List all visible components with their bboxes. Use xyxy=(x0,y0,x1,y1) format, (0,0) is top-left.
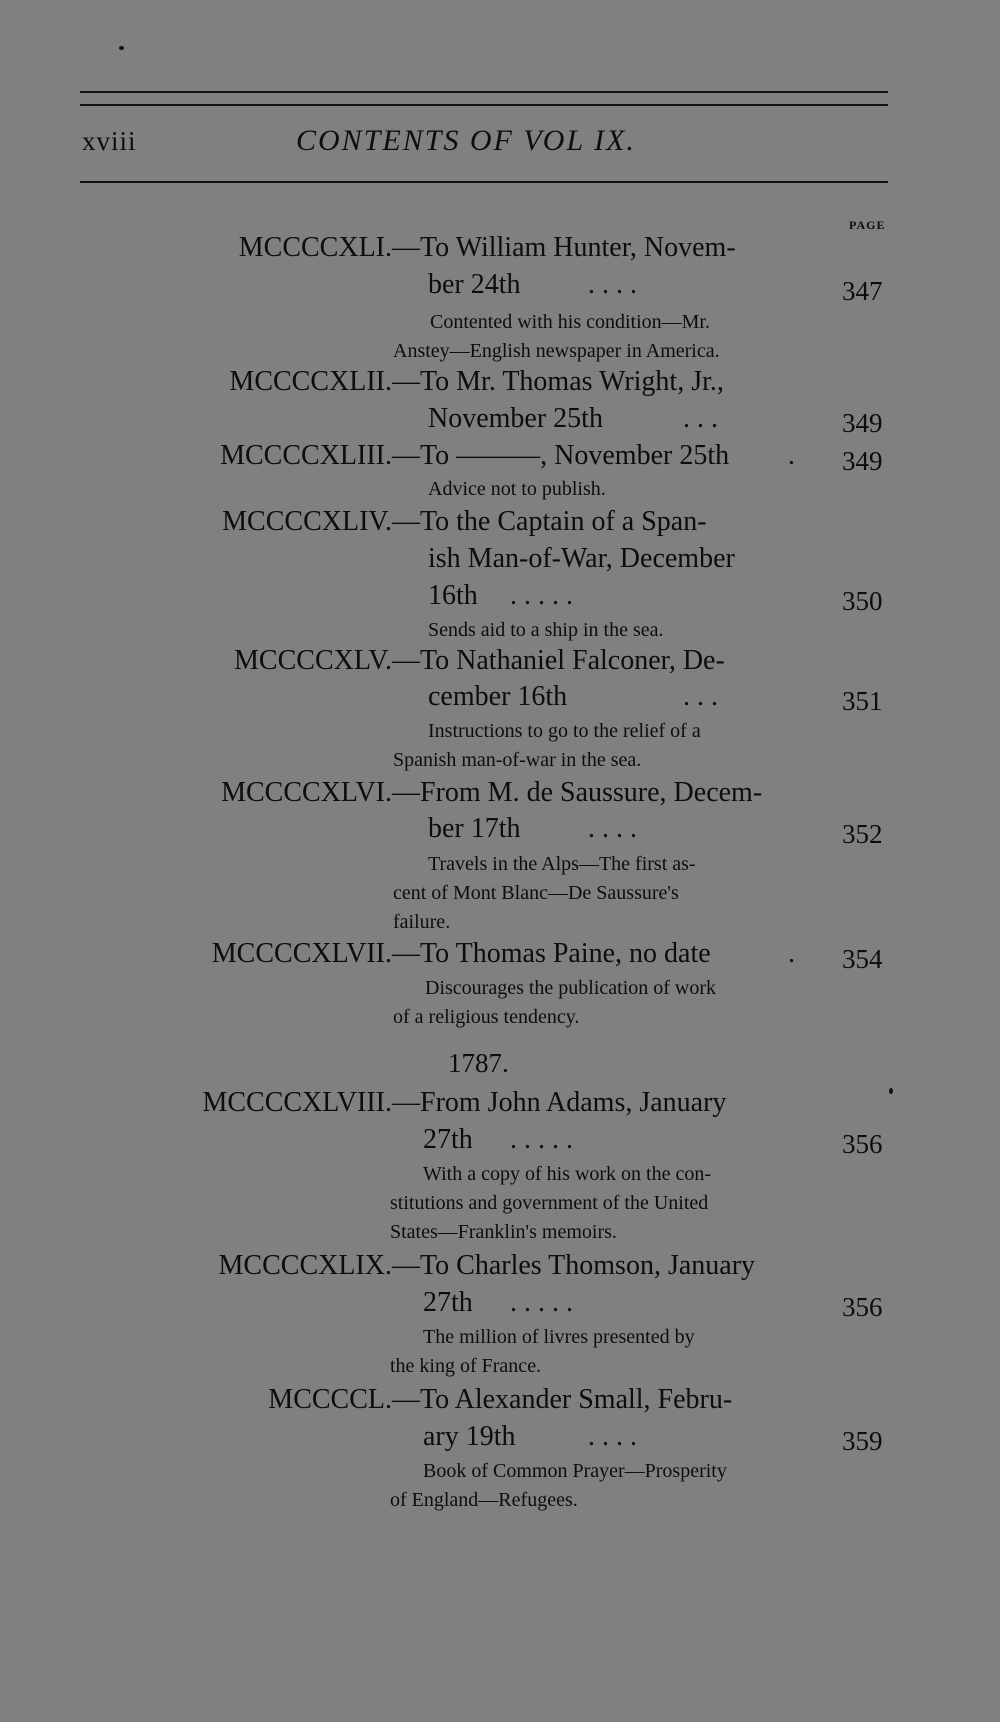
leader-dots: . . . xyxy=(683,681,718,712)
header-rule-second xyxy=(80,104,888,106)
entry-description: With a copy of his work on the con- xyxy=(423,1163,712,1185)
entry-description: Anstey—English newspaper in America. xyxy=(393,340,720,362)
page-column-label: PAGE xyxy=(849,218,886,232)
page-title: CONTENTS OF VOL IX. xyxy=(296,124,636,157)
entry-number: MCCCCXLVII. xyxy=(211,938,392,969)
entry-page: 352 xyxy=(842,819,883,849)
leader-dots: . . . . . xyxy=(510,1287,573,1318)
entry-title-line: —To ———, November 25th xyxy=(392,440,730,471)
entry-page: 356 xyxy=(842,1129,883,1159)
entry-page: 359 xyxy=(842,1426,883,1456)
entry-title-line: 27th xyxy=(423,1124,473,1155)
entry-title-line: —To the Captain of a Span- xyxy=(392,506,707,537)
entry-number: MCCCCXLV. xyxy=(234,645,392,676)
entry-number: MCCCCL. xyxy=(268,1384,392,1415)
entry-title-line: 16th xyxy=(428,580,478,611)
entry-title-line: —To Thomas Paine, no date xyxy=(392,938,711,969)
entry-number: MCCCCXLIX. xyxy=(218,1250,392,1281)
leader-dots: . xyxy=(788,440,795,471)
entry-title-line: ber 17th xyxy=(428,813,521,844)
entry-description: Discourages the publication of work xyxy=(425,977,717,999)
entry-description: Contented with his condition—Mr. xyxy=(430,311,710,333)
entry-description: States—Franklin's memoirs. xyxy=(390,1221,617,1243)
ink-speck xyxy=(889,1088,893,1094)
entry-title-line: cember 16th xyxy=(428,681,568,712)
entry-number: MCCCCXLII. xyxy=(229,366,392,397)
entry-number: MCCCCXLI. xyxy=(238,232,392,263)
leader-dots: . . . . . xyxy=(510,1124,573,1155)
entry-title-line: ary 19th xyxy=(423,1421,516,1452)
entry-number: MCCCCXLVI. xyxy=(221,777,392,808)
entry-description: the king of France. xyxy=(390,1355,542,1377)
leader-dots: . . . . . xyxy=(510,580,573,611)
entry-description: of England—Refugees. xyxy=(390,1489,578,1511)
entry-page: 351 xyxy=(842,686,883,716)
entry-title-line: November 25th xyxy=(428,403,603,434)
entry-description: Travels in the Alps—The first as- xyxy=(428,853,696,875)
entry-description: Sends aid to a ship in the sea. xyxy=(428,619,664,641)
leader-dots: . . . . xyxy=(588,269,637,300)
entry-description: cent of Mont Blanc—De Saussure's xyxy=(393,882,679,904)
entry-page: 349 xyxy=(842,408,883,438)
entry-description: Spanish man-of-war in the sea. xyxy=(393,749,642,771)
leader-dots: . xyxy=(788,938,795,969)
entry-title-line: —From M. de Saussure, Decem- xyxy=(392,777,763,808)
entry-description: stitutions and government of the United xyxy=(390,1192,709,1214)
page-number: xviii xyxy=(82,126,137,156)
entry-page: 347 xyxy=(842,276,883,306)
leader-dots: . . . . xyxy=(588,813,637,844)
entry-page: 349 xyxy=(842,446,883,476)
entry-description: The million of livres presented by xyxy=(423,1326,695,1348)
year-heading: 1787. xyxy=(448,1048,509,1078)
entry-number: MCCCCXLIII. xyxy=(220,440,392,471)
entry-description: Book of Common Prayer—Prosperity xyxy=(423,1460,727,1482)
header-rule-bottom xyxy=(80,181,888,183)
entry-title-line: —To Mr. Thomas Wright, Jr., xyxy=(392,366,724,397)
entry-title-line: —To Alexander Small, Febru- xyxy=(392,1384,733,1415)
leader-dots: . . . xyxy=(683,403,718,434)
entry-page: 350 xyxy=(842,586,883,616)
entry-title-line: —To William Hunter, Novem- xyxy=(392,232,736,263)
entry-title-line: ber 24th xyxy=(428,269,521,300)
header-rule-top xyxy=(80,91,888,93)
entry-title-line: 27th xyxy=(423,1287,473,1318)
entry-number: MCCCCXLVIII. xyxy=(202,1087,392,1118)
entry-description: failure. xyxy=(393,911,451,933)
entry-page: 354 xyxy=(842,944,883,974)
entry-description: of a religious tendency. xyxy=(393,1006,580,1028)
entry-number: MCCCCXLIV. xyxy=(222,506,392,537)
entry-title-line: —To Charles Thomson, January xyxy=(392,1250,756,1281)
leader-dots: . . . . xyxy=(588,1421,637,1452)
entry-description: Advice not to publish. xyxy=(428,478,606,500)
entry-title-line: —From John Adams, January xyxy=(392,1087,727,1118)
entry-title-line: —To Nathaniel Falconer, De- xyxy=(392,645,725,676)
entry-page: 356 xyxy=(842,1292,883,1322)
entry-description: Instructions to go to the relief of a xyxy=(428,720,701,742)
entry-title-line: ish Man-of-War, December xyxy=(428,543,735,574)
ink-speck xyxy=(119,46,124,50)
